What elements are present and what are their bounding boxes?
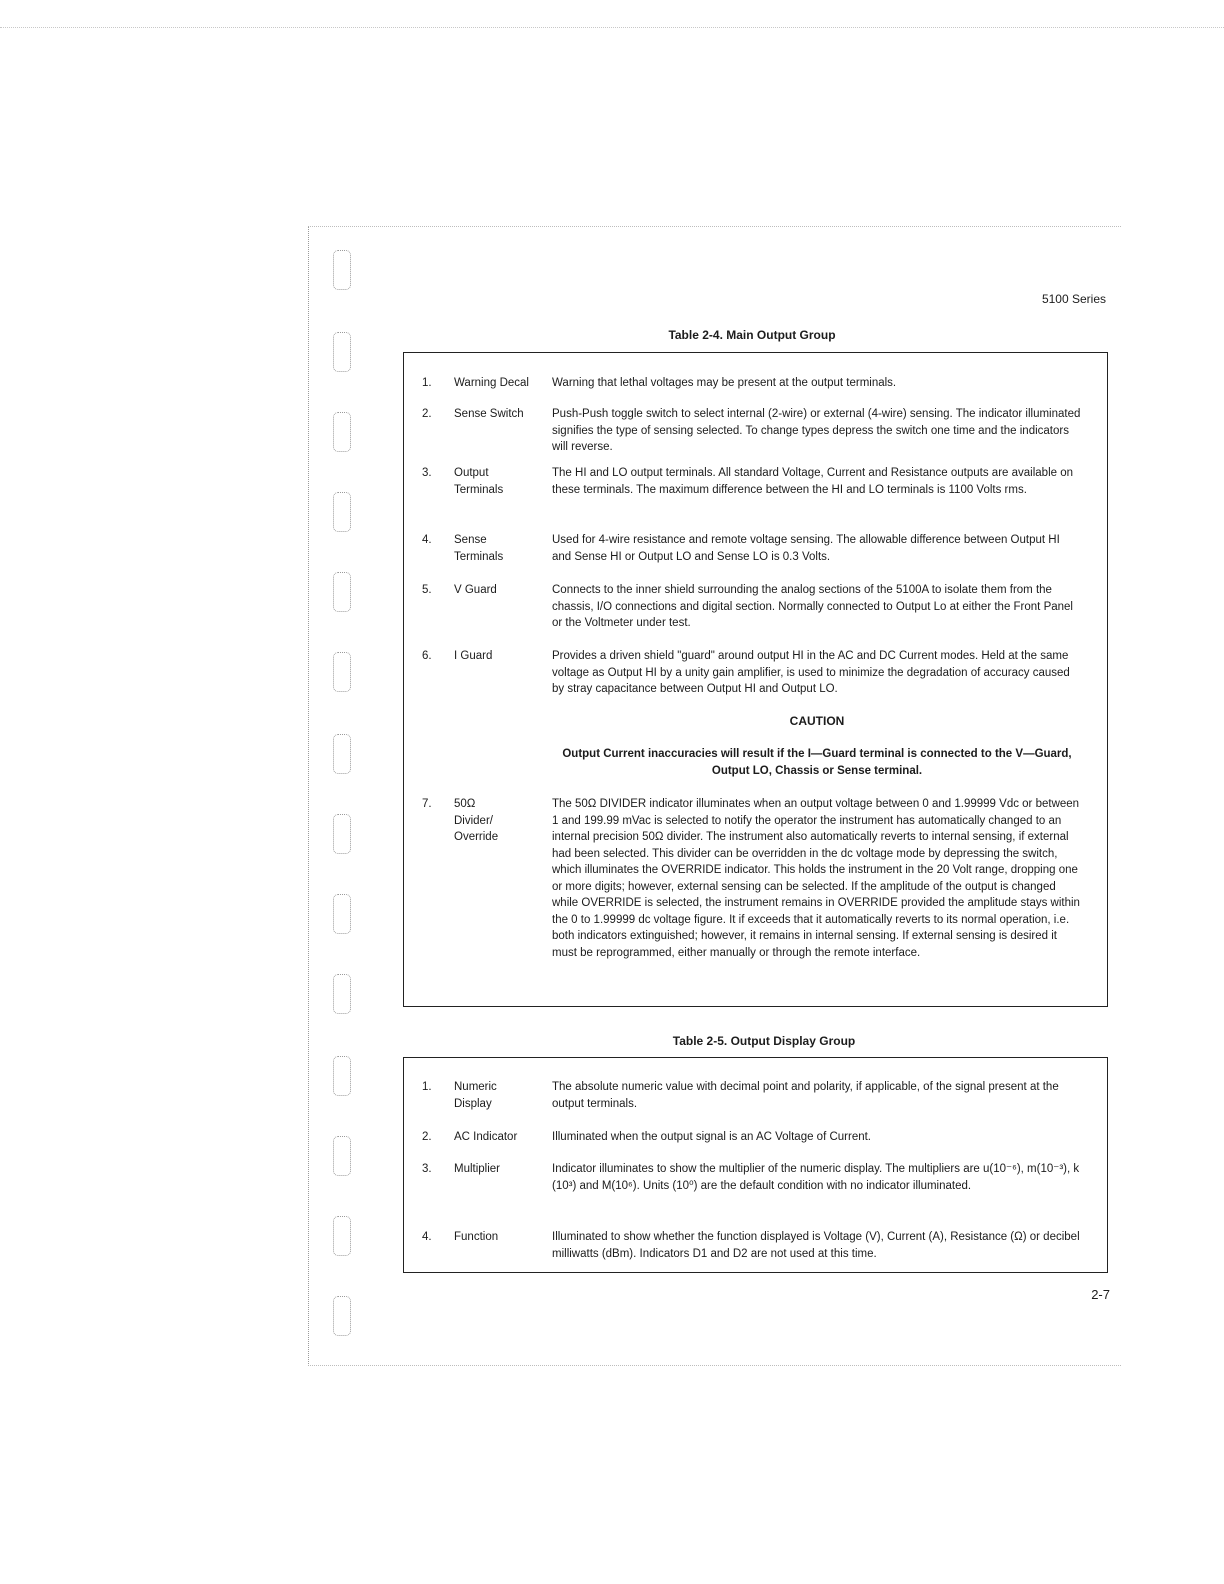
row-description: Illuminated when the output signal is an AC Voltage of Current. xyxy=(552,1131,872,1143)
row-number: 4. xyxy=(422,534,432,546)
binder-hole xyxy=(333,894,351,934)
binder-hole xyxy=(333,814,351,854)
row-number: 7. xyxy=(422,798,432,810)
row-number: 5. xyxy=(422,584,432,596)
row-number: 6. xyxy=(422,650,432,662)
caution-text: Output Current inaccuracies will result if the I—Guard terminal is connected to the V—Guard, Output LO, Chassis or Sense terminal. xyxy=(562,748,1072,777)
binder-hole xyxy=(333,412,351,452)
row-number: 1. xyxy=(422,377,432,389)
row-description: Push-Push toggle switch to select internal (2-wire) or external (4-wire) sensing. The indicator illuminated signifies the type of sensing selected. To change types depress the switch one time and the indicators will reverse. xyxy=(552,408,1081,453)
row-description: Provides a driven shield "guard" around output HI in the AC and DC Current modes. Held at the same voltage as Output HI by a unity gain amplifier, is used to minimize the degradation of accuracy caused by stray capacitance between Output HI and Output LO. xyxy=(552,650,1070,695)
binder-hole xyxy=(333,652,351,692)
binder-hole xyxy=(333,974,351,1014)
row-name: AC Indicator xyxy=(454,1131,518,1143)
row-name: Output Terminals xyxy=(454,467,504,496)
binder-hole xyxy=(333,1056,351,1096)
binder-hole xyxy=(333,492,351,532)
row-number: 2. xyxy=(422,408,432,420)
caution-heading: CAUTION xyxy=(789,714,845,728)
binder-hole xyxy=(333,250,351,290)
row-description: Connects to the inner shield surrounding the analog sections of the 5100A to isolate them from the chassis, I/O connections and digital section. Normally connected to Output Lo at either the Front Panel or the Voltmeter under test. xyxy=(552,584,1073,629)
row-number: 3. xyxy=(422,467,432,479)
row-number: 2. xyxy=(422,1131,432,1143)
row-number: 3. xyxy=(422,1163,432,1175)
scan-edge-rule xyxy=(0,27,1224,28)
row-description: Indicator illuminates to show the multiplier of the numeric display. The multipliers are u(10⁻⁶), m(10⁻³), k (10³) and M(10⁶). Units (10⁰) are the default condition with no indicator illuminated. xyxy=(552,1163,1080,1192)
row-description: The 50Ω DIVIDER indicator illuminates when an output voltage between 0 and 1.99999 Vdc or between 1 and 199.99 mVac is selected to notify the operator the instrument has automatically changed to an internal precision 50Ω divider. The instrument also automatically reverts to internal sensing, if external had been selected. This divider can be overridden in the dc voltage mode by depressing the switch, which illuminates the OVERRIDE indicator. This holds the instrument in the 20 Volt range, dropping one or more digits; however, external sensing can be selected. If the amplitude of the output is changed while OVERRIDE is selected, the instrument remains in OVERRIDE provided the amplitude stays within the 0 to 1.99999 dc voltage figure. It if exceeds that it automatically reverts to its normal operation, i.e. both indicators extinguished; however, it remains in internal sensing. If external sensing is desired it must be reprogrammed, either manually or through the remote interface. xyxy=(552,798,1080,959)
binder-hole xyxy=(333,1216,351,1256)
row-name: Multiplier xyxy=(454,1163,501,1175)
row-name: 50Ω Divider/ Override xyxy=(454,798,499,843)
binder-hole xyxy=(333,332,351,372)
row-description: The HI and LO output terminals. All standard Voltage, Current and Resistance outputs are available on these terminals. The maximum difference between the HI and LO terminals is 1100 Volts rms. xyxy=(552,467,1074,496)
row-description: Used for 4-wire resistance and remote voltage sensing. The allowable difference between Output HI and Sense HI or Output LO and Sense LO is 0.3 Volts. xyxy=(552,534,1060,563)
page-number: 2-7 xyxy=(1091,1287,1110,1302)
row-description: The absolute numeric value with decimal point and polarity, if applicable, of the signal present at the output terminals. xyxy=(552,1081,1059,1110)
binder-hole xyxy=(333,1296,351,1336)
row-name: Warning Decal xyxy=(454,377,529,389)
binder-hole xyxy=(333,572,351,612)
row-number: 1. xyxy=(422,1081,432,1093)
main-output-table xyxy=(403,352,1108,1007)
row-description: Warning that lethal voltages may be present at the output terminals. xyxy=(552,377,897,389)
row-name: Sense Terminals xyxy=(454,534,504,563)
row-description: Illuminated to show whether the function displayed is Voltage (V), Current (A), Resistance (Ω) or decibel milliwatts (dBm). Indicators D1 and D2 are not used at this time. xyxy=(552,1231,1080,1260)
row-name: I Guard xyxy=(454,650,493,662)
row-name: Numeric Display xyxy=(454,1081,497,1110)
binder-hole xyxy=(333,1136,351,1176)
row-name: V Guard xyxy=(454,584,497,596)
row-name: Sense Switch xyxy=(454,408,524,420)
series-header: 5100 Series xyxy=(1041,292,1106,306)
row-name: Function xyxy=(454,1231,499,1243)
table-2-5-title: Table 2-5. Output Display Group xyxy=(672,1034,856,1048)
output-display-table xyxy=(403,1057,1108,1273)
table-2-4-title: Table 2-4. Main Output Group xyxy=(668,328,836,342)
binder-hole xyxy=(333,734,351,774)
row-number: 4. xyxy=(422,1231,432,1243)
